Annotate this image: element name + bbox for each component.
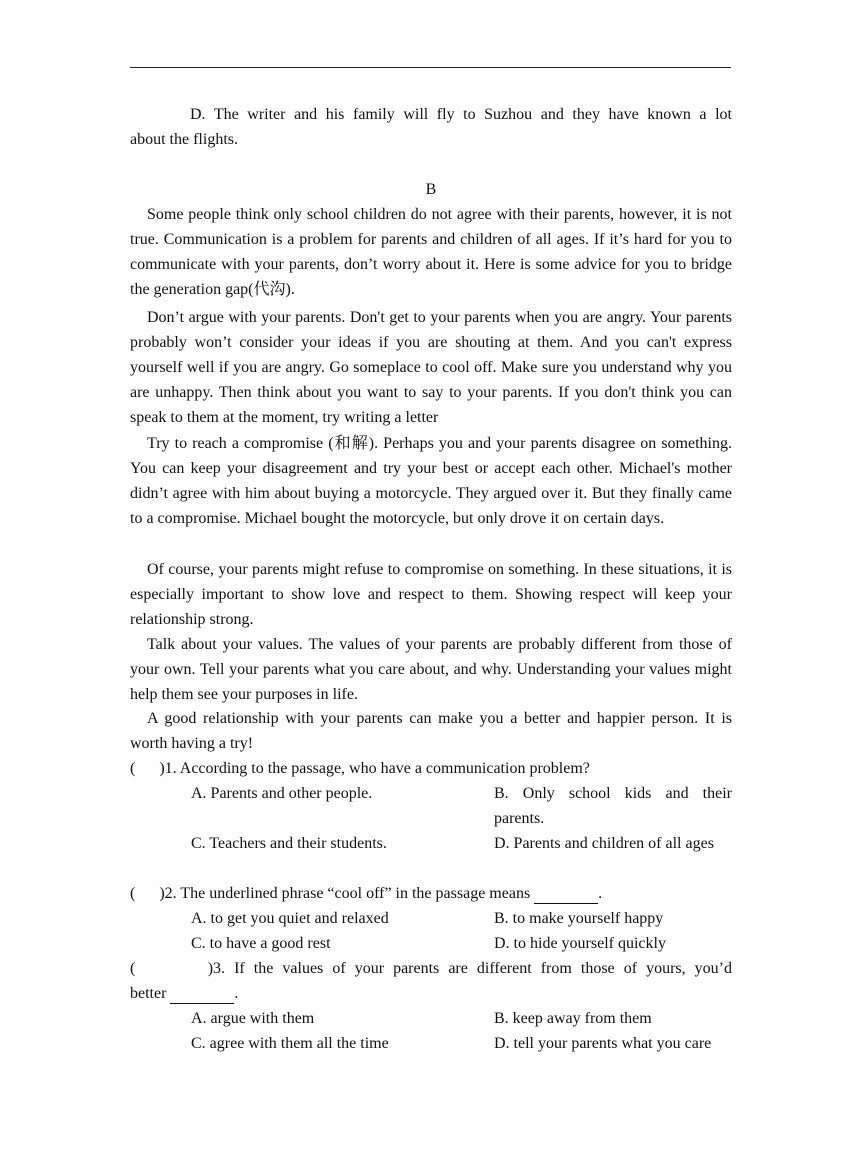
answer-bracket: ( ) <box>130 885 165 902</box>
answer-bracket: ( ) <box>130 760 165 777</box>
option-c: C. to have a good rest <box>191 935 331 952</box>
question-text: 2. The underlined phrase “cool off” in the passage means <box>164 885 531 902</box>
paragraph-1: Some people think only school children do not agree with their parents, however, it is not true. Communication is a problem for parents and children of all ages. If it’s hard for you to communicate with your parents, don’t worry about it. Here is some advice for you to bridge the generation gap(代沟). <box>130 206 732 298</box>
answer-blank <box>534 885 598 904</box>
question-text: 3. If the values of your parents are different from those of yours, you’d <box>213 960 733 977</box>
previous-option-d-line1: D. The writer and his family will fly to Suzhou and they have known a lot <box>190 106 732 123</box>
option-c: C. Teachers and their students. <box>191 835 387 852</box>
question-end: . <box>598 885 603 902</box>
option-d: D. to hide yourself quickly <box>494 935 666 952</box>
question-3-line2 <box>130 981 732 1006</box>
paragraph-5: Talk about your values. The values of your parents are probably different from those of your own. Tell your parents what you care about, and why. Understanding your values might help them see your purposes in life. <box>130 636 732 703</box>
question-end: . <box>234 985 239 1002</box>
answer-bracket: ( ) <box>130 960 214 977</box>
question-3-line1 <box>130 956 732 981</box>
option-b: B. keep away from them <box>494 1010 652 1027</box>
question-text-cont: better <box>130 985 167 1002</box>
option-c: C. agree with them all the time <box>191 1035 389 1052</box>
paragraph-4: Of course, your parents might refuse to compromise on something. In these situations, it is especially important to show love and respect to them. Showing respect will keep your relationship strong. <box>130 561 732 628</box>
previous-option-d <box>130 102 732 152</box>
header-rule <box>130 67 731 68</box>
option-a: A. Parents and other people. <box>191 785 373 802</box>
question-1 <box>130 756 590 781</box>
paragraph-6: A good relationship with your parents can make you a better and happier person. It is worth having a try! <box>130 710 732 752</box>
option-b: B. Only school kids and their parents. <box>494 785 732 827</box>
answer-blank <box>170 985 234 1004</box>
paragraph-2: Don’t argue with your parents. Don't get to your parents when you are angry. Your parents probably won’t consider your ideas if you are shouting at them. And you can't express yourself well if you are angry. Go someplace to cool off. Make sure you understand why you are unhappy. Then think about you want to say to your parents. If you don't think you can speak to them at the moment, try writing a letter <box>130 309 732 426</box>
option-d: D. tell your parents what you care <box>494 1035 712 1052</box>
option-a: A. to get you quiet and relaxed <box>191 910 389 927</box>
question-2 <box>130 881 602 906</box>
section-label: B <box>425 181 437 198</box>
question-text: 1. According to the passage, who have a communication problem? <box>164 760 590 777</box>
paragraph-3: Try to reach a compromise (和解). Perhaps you and your parents disagree on something. You can keep your disagreement and try your best or accept each other. Michael's mother didn’t agree with him about buying a motorcycle. They argued over it. But they finally came to a compromise. Michael bought the motorcycle, but only drove it on certain days. <box>130 435 732 527</box>
option-a: A. argue with them <box>191 1010 315 1027</box>
previous-option-d-line2: about the flights. <box>130 131 238 148</box>
option-b: B. to make yourself happy <box>494 910 664 927</box>
option-d: D. Parents and children of all ages <box>494 835 714 852</box>
question-3 <box>130 956 732 1006</box>
